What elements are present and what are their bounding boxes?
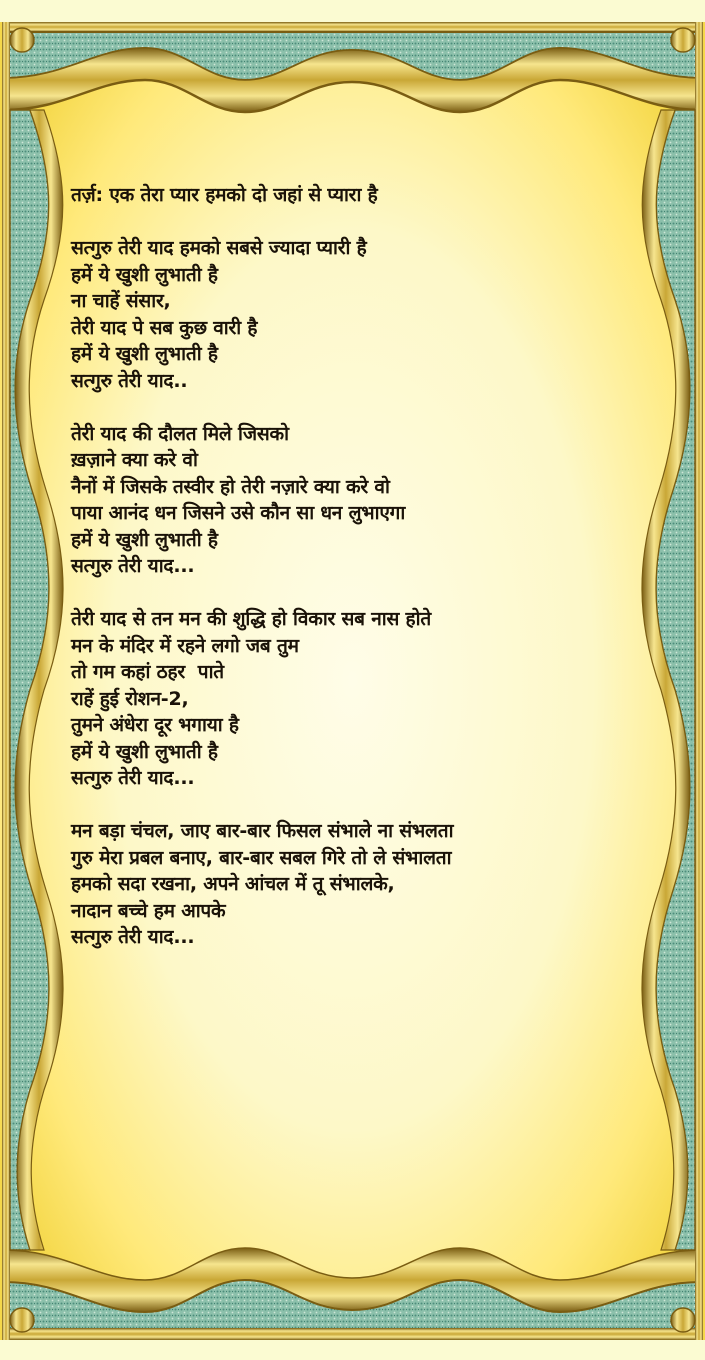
poem-text [71,182,631,977]
stanza-2 [71,421,631,580]
tarz-stanza [71,182,631,209]
stanza-3 [71,606,631,792]
poem-line: हमें ये खुशी लुभाती है [71,343,218,365]
poem-line: नैनों में जिसके तस्वीर हो तेरी नज़ारे क्या करे वो [71,475,390,498]
poem-line: हमें ये खुशी लुभाती है [71,263,218,286]
poem-line: मन के मंदिर में रहने लगो जब तुम [71,634,299,657]
tarz-line: तर्ज़: एक तेरा प्यार हमको दो जहां से प्यारा है [71,184,378,206]
poem-line: ना चाहें संसार, [71,290,171,312]
poem-line: राहें हुई रोशन-2, [71,687,189,710]
poem-line: तेरी याद से तन मन की शुद्धि हो विकार सब नास होते [71,608,431,630]
poem-line: तो गम कहां ठहर पाते [71,661,224,683]
poem-line: तेरी याद पे सब कुछ वारी है [71,316,258,339]
poem-line: सत्गुरु तेरी याद... [71,767,195,789]
poem-line: तेरी याद की दौलत मिले जिसको [71,422,289,445]
poem-line: सत्गुरु तेरी याद... [71,555,195,577]
poem-line: सत्गुरु तेरी याद.. [71,369,188,392]
poem-line: हमको सदा रखना, अपने आंचल में तू संभालके, [71,873,395,895]
poem-line: सत्गुरु तेरी याद... [71,926,195,948]
stanza-1 [71,235,631,394]
poem-line: पाया आनंद धन जिसने उसे कौन सा धन लुभाएगा [71,502,406,524]
poem-line: हमें ये खुशी लुभाती है [71,740,218,763]
poem-line: नादान बच्चे हम आपके [71,899,226,922]
poem-line: सत्गुरु तेरी याद हमको सबसे ज्यादा प्यारी है [71,237,367,259]
poem-line: ख़ज़ाने क्या करे वो [71,449,198,471]
poem-line: तुमने अंधेरा दूर भगाया है [71,714,239,736]
poem-line: मन बड़ा चंचल, जाए बार-बार फिसल संभाले ना संभलता [71,820,454,842]
stanza-4 [71,818,631,951]
poem-line: गुरु मेरा प्रबल बनाए, बार-बार सबल गिरे तो ले संभालता [71,846,452,869]
poem-line: हमें ये खुशी लुभाती है [71,528,218,551]
